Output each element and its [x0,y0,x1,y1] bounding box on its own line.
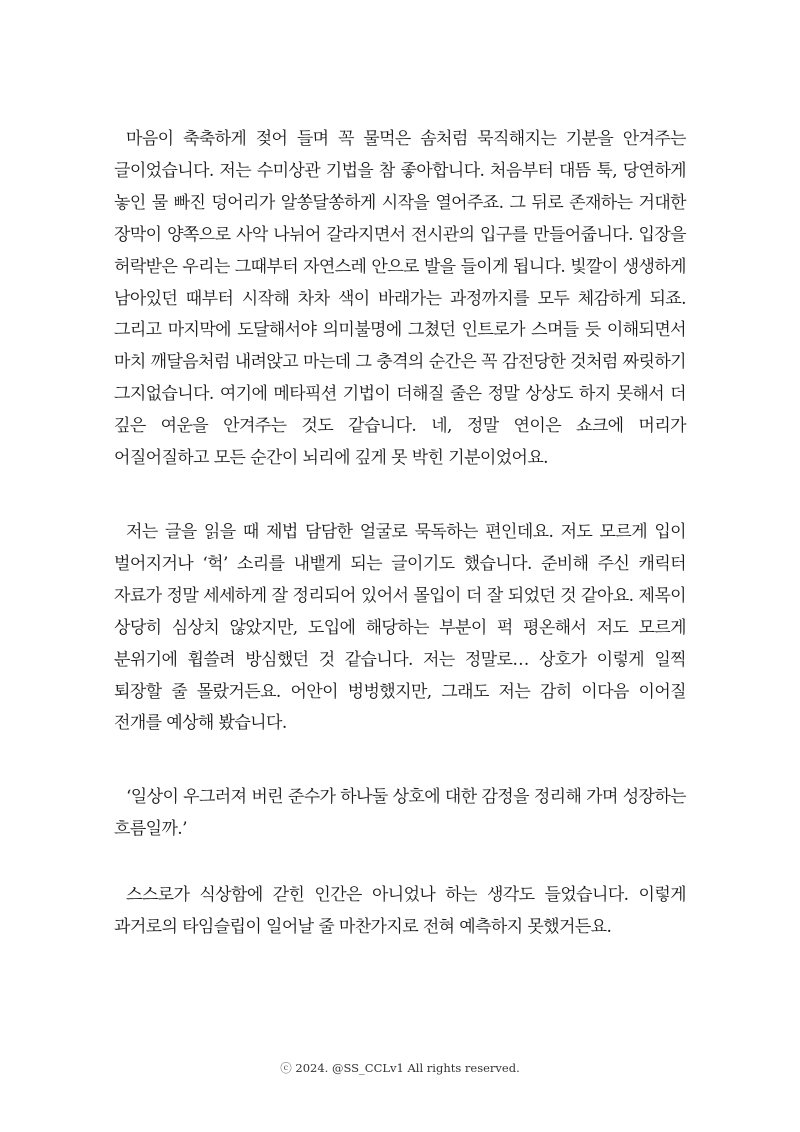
paragraph-2: 저는 글을 읽을 때 제법 담담한 얼굴로 묵독하는 편인데요. 저도 모르게 입이 벌어지거나 ‘헉’ 소리를 내뱉게 되는 글이기도 했습니다. 준비해 주신 캐릭터 자료가 정말 세세하게 잘 정리되어 있어서 몰입이 더 잘 되었던 것 같아요. 제목이 상당히 심상치 않았지만, 도입에 해당하는 부분이 퍽 평온해서 저도 모르게 분위기에 휩쓸려 방심했던 것 같습니다. 저는 정말로… 상호가 이렇게 일찍 퇴장할 줄 몰랐거든요. 어안이 벙벙했지만, 그래도 저는 감히 이다음 이어질 전개를 예상해 봤습니다. [114,521,686,734]
paragraph-4: 스스로가 식상함에 갇힌 인간은 아니었나 하는 생각도 들었습니다. 이렇게 과거로의 타임슬립이 일어날 줄 마찬가지로 전혀 예측하지 못했거든요. [114,885,686,938]
paragraph-spacer [114,846,686,880]
document-body [114,124,686,944]
copyright-footer: ⓒ 2024. @SS_CCLv1 All rights reserved. [280,1061,520,1075]
paragraph-spacer [114,475,686,517]
quote-paragraph: ‘일상이 우그러져 버린 준수가 하나둘 상호에 대한 감정을 정리해 가며 성장하는 흐름일까.’ [114,787,686,840]
paragraph-1: 마음이 축축하게 젖어 들며 꼭 물먹은 솜처럼 묵직해지는 기분을 안겨주는 글이었습니다. 저는 수미상관 기법을 참 좋아합니다. 처음부터 대뜸 툭, 당연하게 놓인 물 빠진 덩어리가 알쏭달쏭하게 시작을 열어주죠. 그 뒤로 존재하는 거대한 장막이 양쪽으로 사악 나뉘어 갈라지면서 전시관의 입구를 만들어줍니다. 입장을 허락받은 우리는 그때부터 자연스레 안으로 발을 들이게 됩니다. 빛깔이 생생하게 남아있던 때부터 시작해 차차 색이 바래가는 과정까지를 모두 체감하게 되죠. 그리고 마지막에 도달해서야 의미불명에 그쳤던 인트로가 스며들 듯 이해되면서 마치 깨달음처럼 내려앉고 마는데 그 충격의 순간은 꼭 감전당한 것처럼 짜릿하기 그지없습니다. 여기에 메타픽션 기법이 더해질 줄은 정말 상상도 하지 못해서 더 깊은 여운을 안겨주는 것도 같습니다. 네, 정말 연이은 쇼크에 머리가 어질어질하고 모든 순간이 뇌리에 깊게 못 박힌 기분이었어요. [114,129,686,469]
paragraph-spacer [114,740,686,782]
